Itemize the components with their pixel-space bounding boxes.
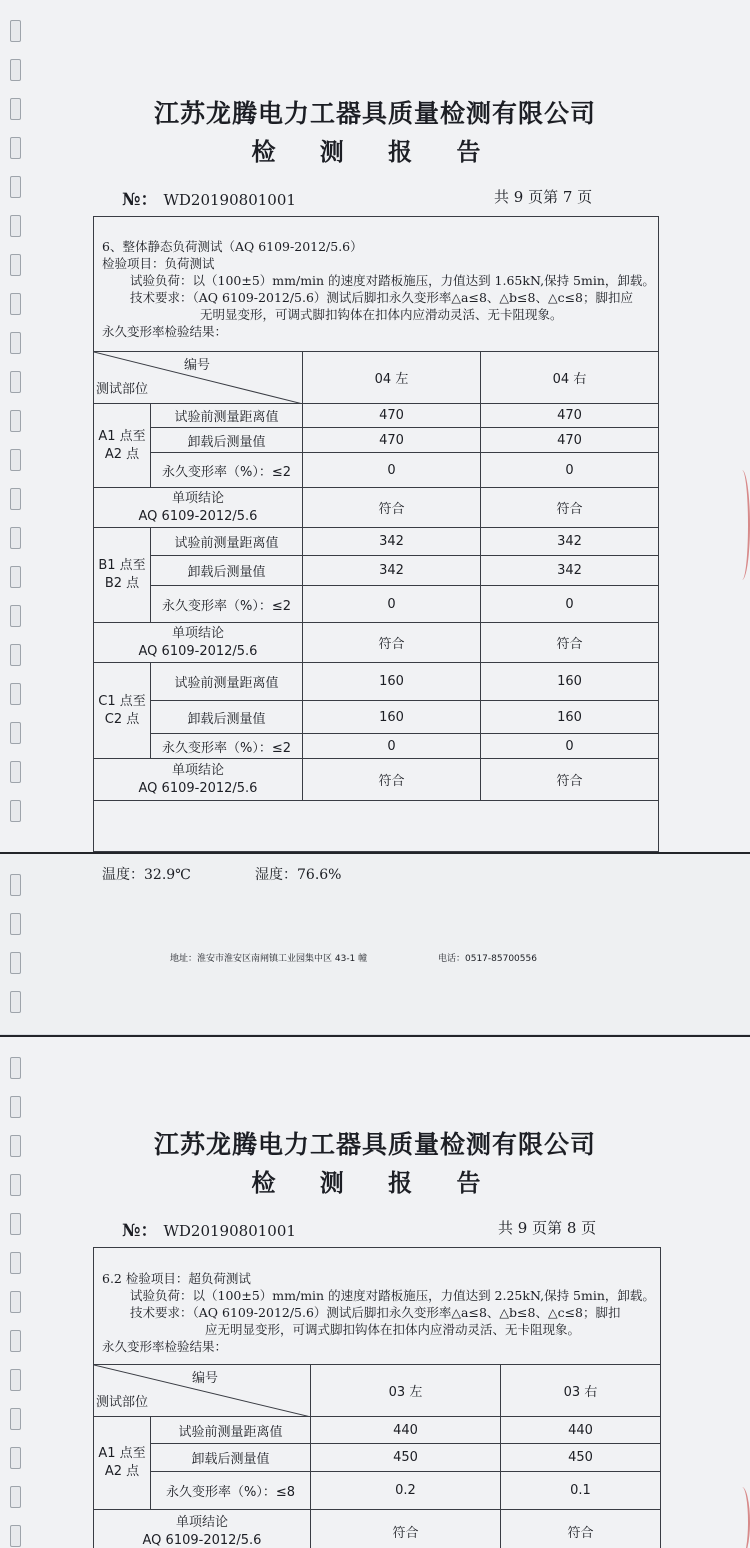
cell-value: 0 — [481, 453, 659, 488]
conclusion-row — [94, 1510, 661, 1548]
company-name: 江苏龙腾电力工器具质量检测有限公司 — [153, 99, 596, 128]
test-item: 检验项目：负荷测试 — [102, 256, 215, 271]
feed-hole — [10, 913, 21, 935]
cell-value: 342 — [303, 528, 481, 556]
report-page-7-footer — [0, 854, 750, 1034]
report-title: 检 测 报 告 — [251, 1169, 499, 1197]
report-number-value: WD20190801001 — [163, 1222, 296, 1240]
result-heading: 永久变形率检验结果： — [102, 324, 228, 339]
table-row — [94, 663, 659, 701]
report-number — [122, 185, 296, 210]
feed-hole — [10, 176, 21, 198]
row-label: 永久变形率（%）：≤8 — [151, 1472, 311, 1510]
feed-hole — [10, 722, 21, 744]
row-label: 试验前测量距离值 — [151, 404, 303, 428]
row-label: 永久变形率（%）：≤2 — [151, 586, 303, 623]
tractor-feed-holes — [10, 854, 24, 1034]
company-address: 地址：淮安市淮安区南闸镇工业园集中区 43-1 幢 — [170, 954, 368, 964]
feed-hole — [10, 566, 21, 588]
row-label: 卸载后测量值 — [151, 1444, 311, 1472]
test-load: 试验负荷：以（100±5）mm/min 的速度对踏板施压，力值达到 2.25kN,保持 5min，卸载。 — [130, 1288, 655, 1303]
conclusion-value: 符合 — [303, 623, 481, 663]
feed-hole — [10, 1057, 21, 1079]
feed-hole — [10, 1369, 21, 1391]
table-row — [94, 428, 659, 453]
conclusion-label: 单项结论 AQ 6109-2012/5.6 — [94, 759, 303, 801]
cell-value: 470 — [303, 428, 481, 453]
feed-hole — [10, 20, 21, 42]
cell-value: 342 — [481, 528, 659, 556]
feed-hole — [10, 605, 21, 627]
table-row — [94, 734, 659, 759]
results-table — [93, 1364, 661, 1548]
column-header-right: 04 右 — [481, 352, 659, 404]
cell-value: 470 — [481, 428, 659, 453]
feed-hole — [10, 215, 21, 237]
tech-requirement-cont: 应无明显变形，可调式脚扣钩体在扣体内应滑动灵活、无卡阻现象。 — [205, 1322, 581, 1337]
report-number — [122, 1216, 296, 1241]
temperature: 温度：32.9℃ — [102, 867, 191, 883]
header-number: 编号 — [191, 1371, 218, 1386]
result-heading: 永久变形率检验结果： — [102, 1339, 228, 1354]
conclusion-label: 单项结论 AQ 6109-2012/5.6 — [94, 623, 303, 663]
tech-requirement: 技术要求：（AQ 6109-2012/5.6）测试后脚扣永久变形率△a≤8、△b≤8、△c≤8；脚扣 — [130, 1305, 621, 1320]
test-description — [102, 1270, 655, 1355]
cell-value: 0 — [481, 586, 659, 623]
cell-value: 450 — [501, 1444, 661, 1472]
row-label: 卸载后测量值 — [151, 701, 303, 734]
cell-value: 160 — [303, 701, 481, 734]
conclusion-value: 符合 — [501, 1510, 661, 1548]
feed-hole — [10, 1408, 21, 1430]
feed-hole — [10, 371, 21, 393]
table-header-row — [94, 352, 659, 404]
feed-hole — [10, 1291, 21, 1313]
cell-value: 470 — [303, 404, 481, 428]
feed-hole — [10, 761, 21, 783]
table-row — [94, 556, 659, 586]
feed-hole — [10, 410, 21, 432]
conclusion-value: 符合 — [303, 759, 481, 801]
column-header-left: 03 左 — [311, 1365, 501, 1417]
feed-hole — [10, 874, 21, 896]
table-row — [94, 1472, 661, 1510]
column-header-right: 03 右 — [501, 1365, 661, 1417]
row-label: 试验前测量距离值 — [151, 1417, 311, 1444]
feed-hole — [10, 644, 21, 666]
feed-hole — [10, 800, 21, 822]
table-row — [94, 528, 659, 556]
conclusion-row — [94, 623, 659, 663]
table-header-row — [94, 1365, 661, 1417]
row-label: 卸载后测量值 — [151, 428, 303, 453]
cell-value: 160 — [303, 663, 481, 701]
group-label: B1 点至 B2 点 — [94, 528, 151, 623]
feed-hole — [10, 683, 21, 705]
cell-value: 440 — [501, 1417, 661, 1444]
table-row — [94, 1417, 661, 1444]
conclusion-value: 符合 — [303, 488, 481, 528]
cell-value: 160 — [481, 663, 659, 701]
feed-hole — [10, 1096, 21, 1118]
cell-value: 440 — [311, 1417, 501, 1444]
cell-value: 0 — [303, 734, 481, 759]
humidity: 湿度：76.6% — [255, 867, 342, 883]
header-number: 编号 — [183, 358, 210, 373]
diagonal-header-cell — [94, 1365, 311, 1417]
conclusion-value: 符合 — [481, 623, 659, 663]
group-label: C1 点至 C2 点 — [94, 663, 151, 759]
cell-value: 0 — [303, 586, 481, 623]
cell-value: 0 — [303, 453, 481, 488]
number-label: №： — [122, 190, 158, 210]
row-label: 永久变形率（%）：≤2 — [151, 453, 303, 488]
report-number-value: WD20190801001 — [163, 191, 296, 209]
tech-requirement-cont: 无明显变形，可调式脚扣钩体在扣体内应滑动灵活、无卡阻现象。 — [200, 307, 563, 322]
feed-hole — [10, 1213, 21, 1235]
cell-value: 342 — [481, 556, 659, 586]
feed-hole — [10, 449, 21, 471]
company-name: 江苏龙腾电力工器具质量检测有限公司 — [153, 1130, 596, 1159]
row-label: 卸载后测量值 — [151, 556, 303, 586]
company-phone: 电话：0517-85700556 — [438, 954, 537, 964]
cell-value: 160 — [481, 701, 659, 734]
page-info: 共 9 页第 8 页 — [498, 1219, 597, 1237]
test-load: 试验负荷：以（100±5）mm/min 的速度对踏板施压，力值达到 1.65kN,保持 5min，卸载。 — [130, 273, 655, 288]
row-label: 试验前测量距离值 — [151, 528, 303, 556]
conclusion-row — [94, 759, 659, 801]
test-description — [102, 238, 655, 340]
row-label: 试验前测量距离值 — [151, 663, 303, 701]
report-title: 检 测 报 告 — [251, 138, 499, 166]
page-info: 共 9 页第 7 页 — [494, 188, 593, 206]
table-row — [94, 404, 659, 428]
feed-hole — [10, 1525, 21, 1547]
feed-hole — [10, 254, 21, 276]
feed-hole — [10, 527, 21, 549]
report-page-8 — [0, 1037, 750, 1548]
feed-hole — [10, 59, 21, 81]
table-row — [94, 701, 659, 734]
table-row — [94, 1444, 661, 1472]
feed-hole — [10, 332, 21, 354]
tech-requirement: 技术要求：（AQ 6109-2012/5.6）测试后脚扣永久变形率△a≤8、△b≤8、△c≤8；脚扣应 — [130, 290, 634, 305]
feed-hole — [10, 1447, 21, 1469]
diagonal-header-cell — [94, 352, 303, 404]
row-label: 永久变形率（%）：≤2 — [151, 734, 303, 759]
cell-value: 470 — [481, 404, 659, 428]
feed-hole — [10, 952, 21, 974]
results-table — [93, 351, 659, 801]
feed-hole — [10, 1252, 21, 1274]
cell-value: 0.2 — [311, 1472, 501, 1510]
cell-value: 342 — [303, 556, 481, 586]
table-row — [94, 453, 659, 488]
header-position: 测试部位 — [96, 382, 149, 397]
group-label: A1 点至 A2 点 — [94, 1417, 151, 1510]
red-stamp-edge — [734, 1487, 750, 1548]
cell-value: 0 — [481, 734, 659, 759]
table-row — [94, 586, 659, 623]
feed-hole — [10, 488, 21, 510]
cell-value: 0.1 — [501, 1472, 661, 1510]
conclusion-value: 符合 — [481, 488, 659, 528]
section-heading: 6、整体静态负荷测试（AQ 6109-2012/5.6） — [102, 239, 363, 254]
group-label: A1 点至 A2 点 — [94, 404, 151, 488]
conclusion-row — [94, 488, 659, 528]
test-item: 6.2 检验项目：超负荷测试 — [102, 1271, 251, 1286]
conclusion-label: 单项结论 AQ 6109-2012/5.6 — [94, 488, 303, 528]
column-header-left: 04 左 — [303, 352, 481, 404]
cell-value: 450 — [311, 1444, 501, 1472]
conclusion-value: 符合 — [481, 759, 659, 801]
feed-hole — [10, 1330, 21, 1352]
feed-hole — [10, 991, 21, 1013]
header-position: 测试部位 — [96, 1395, 149, 1410]
conclusion-value: 符合 — [311, 1510, 501, 1548]
feed-hole — [10, 1486, 21, 1508]
number-label: №： — [122, 1221, 158, 1241]
feed-hole — [10, 293, 21, 315]
tractor-feed-holes — [10, 1037, 24, 1548]
conclusion-label: 单项结论 AQ 6109-2012/5.6 — [94, 1510, 311, 1548]
red-stamp-edge — [734, 470, 750, 580]
